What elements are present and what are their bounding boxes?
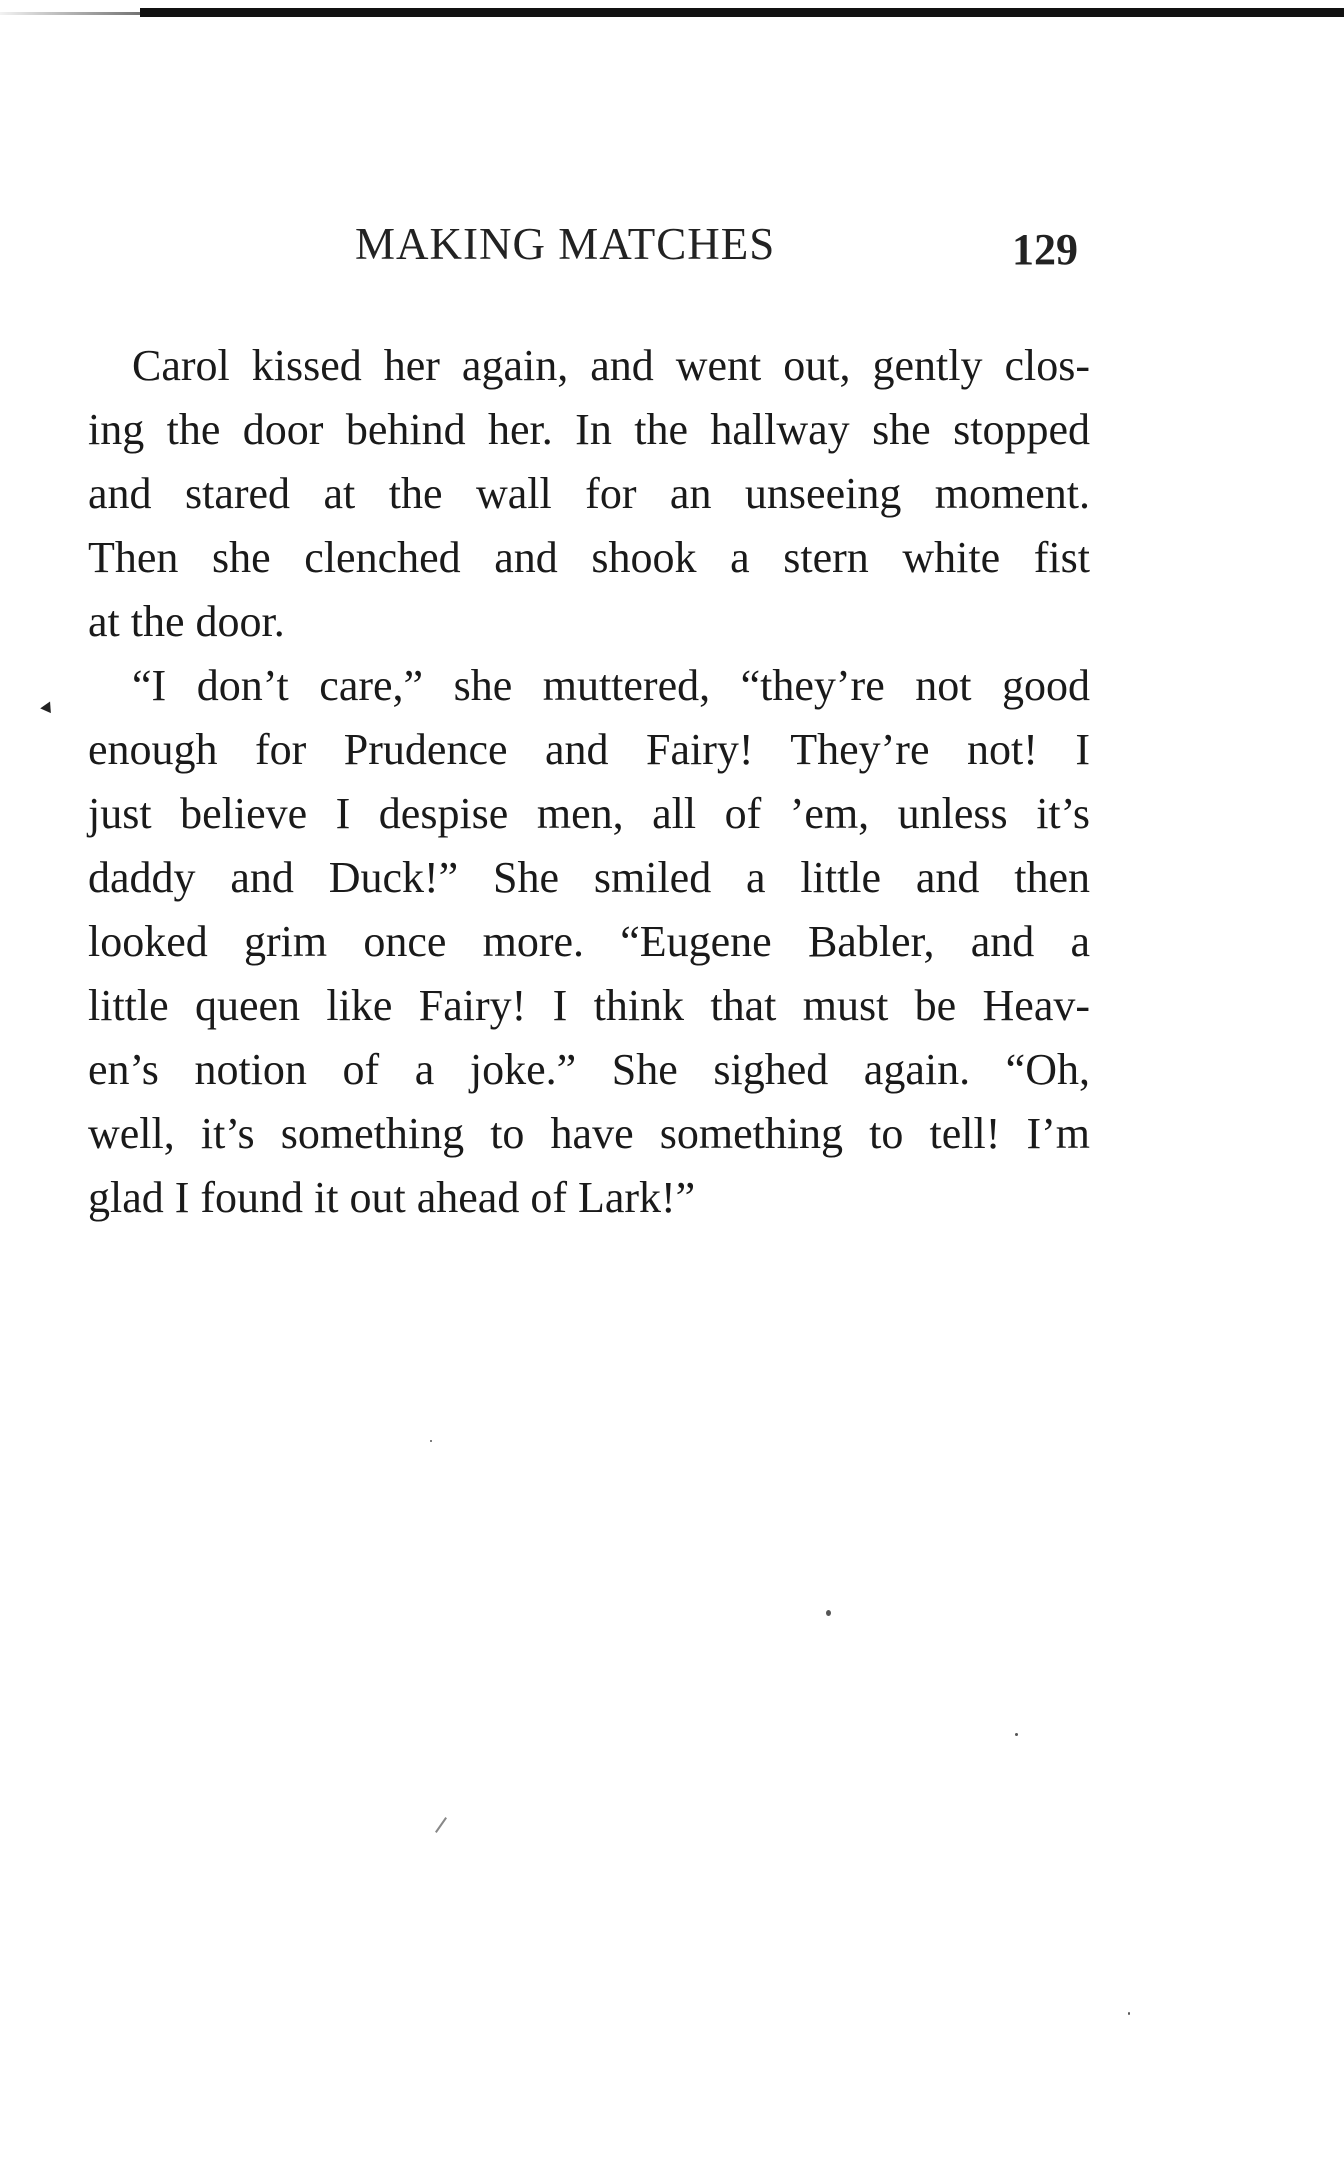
text-line: at the door. (88, 597, 285, 646)
text-line: en’s notion of a joke.” She sighed again. “Oh, (88, 1045, 1090, 1094)
text-line: Carol kissed her again, and went out, gently clos- (132, 341, 1090, 390)
text-line: and stared at the wall for an unseeing moment. (88, 469, 1090, 518)
top-edge-rule (140, 8, 1344, 17)
text-line: looked grim once more. “Eugene Babler, and a (88, 917, 1090, 966)
text-line: just believe I despise men, all of ’em, unless it’s (88, 789, 1090, 838)
scan-speck (430, 1440, 432, 1442)
text-line: enough for Prudence and Fairy! They’re not! I (88, 725, 1090, 774)
text-line: ing the door behind her. In the hallway she stopped (88, 405, 1090, 454)
text-line: glad I found it out ahead of Lark!” (88, 1173, 696, 1222)
scan-speck (1015, 1733, 1018, 1736)
margin-mark-icon (40, 701, 56, 716)
running-head-title: MAKING MATCHES (355, 219, 776, 269)
page-number: 129 (1012, 225, 1078, 274)
text-line: Then she clenched and shook a stern white fist (88, 533, 1090, 582)
text-line: “I don’t care,” she muttered, “they’re not good (132, 661, 1090, 710)
text-line: little queen like Fairy! I think that must be Heav- (88, 981, 1090, 1030)
text-line: well, it’s something to have something to tell! I’m (88, 1109, 1090, 1158)
text-line: daddy and Duck!” She smiled a little and then (88, 853, 1090, 902)
scan-speck (1128, 2012, 1130, 2015)
top-edge-rule-fade (0, 12, 140, 15)
scan-speck (826, 1610, 831, 1616)
scan-stray-mark (435, 1817, 447, 1833)
body-text (88, 334, 1090, 1230)
